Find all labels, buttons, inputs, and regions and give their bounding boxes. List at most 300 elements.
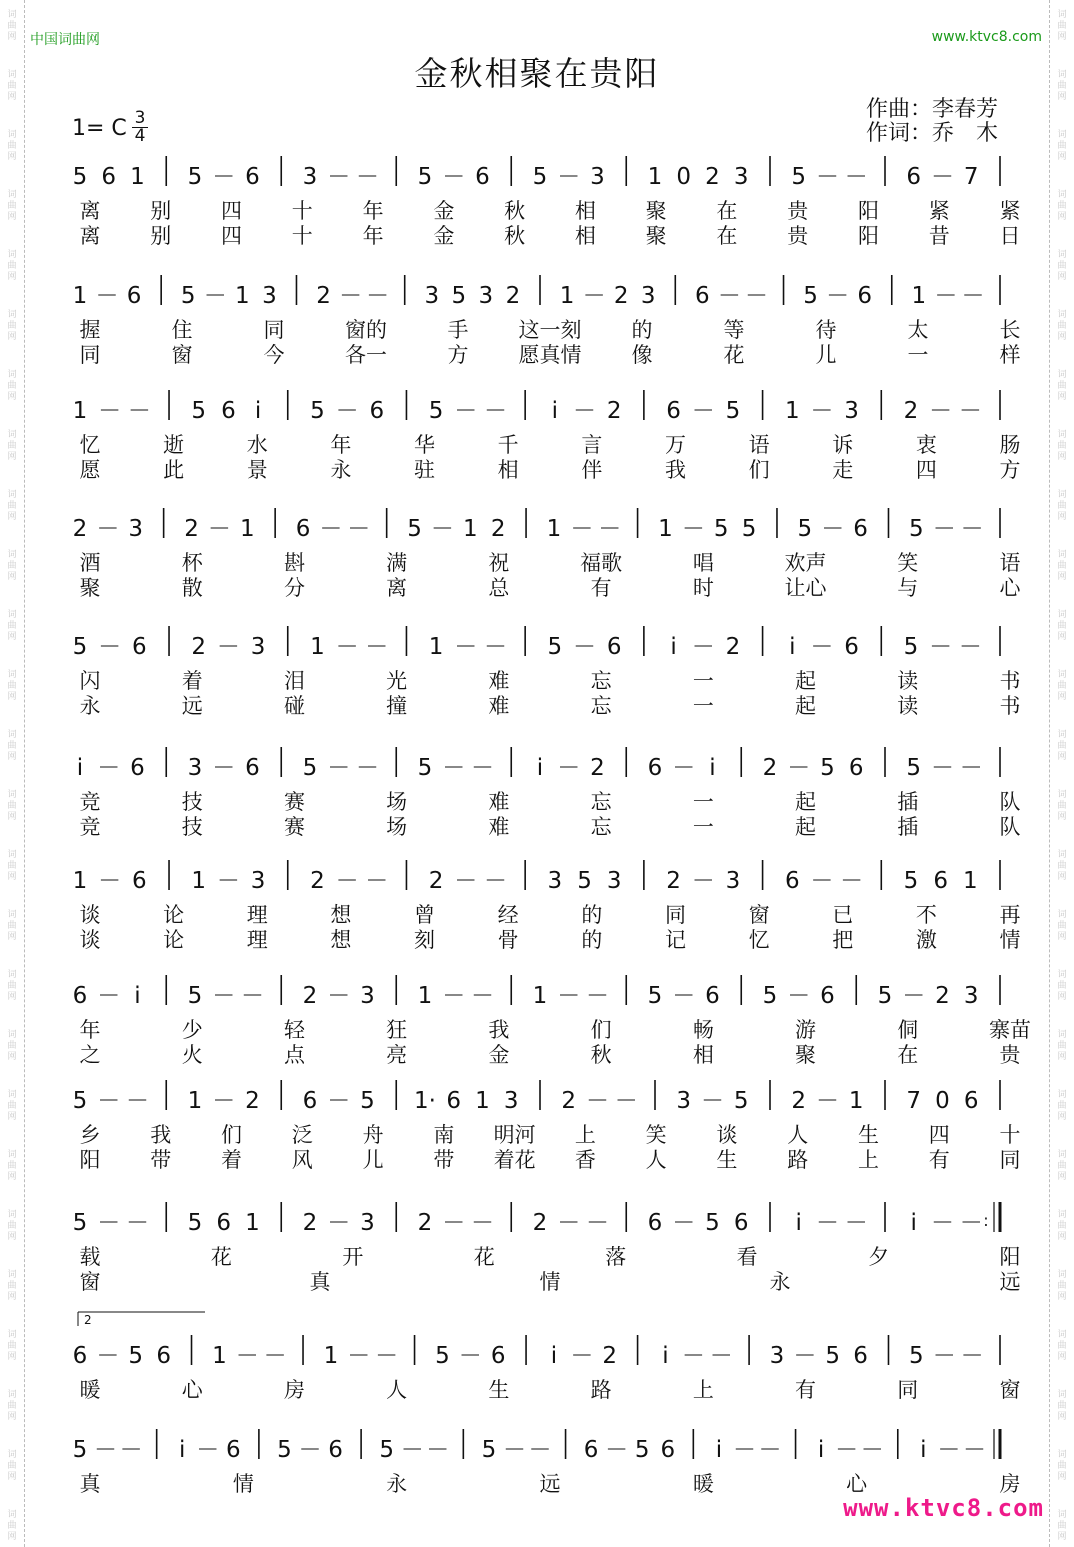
note: － (557, 755, 581, 781)
lyric-word: 在 (716, 199, 738, 223)
note: i (134, 983, 141, 1009)
lyric-word: 聚 (79, 576, 101, 600)
edge-watermark-mark: 词 曲 网 (1057, 1210, 1067, 1242)
note: － (442, 164, 466, 190)
note: － (196, 1437, 220, 1463)
note: 5 (532, 164, 548, 190)
lyric-word: 我 (664, 458, 686, 482)
note: 1 (428, 634, 444, 660)
note: i (789, 634, 796, 660)
note: － (366, 283, 390, 309)
note: 6 (660, 1437, 676, 1463)
lyric-word: 言 (581, 433, 603, 457)
lyric-word: 光 (386, 669, 408, 693)
lyric-word: 上 (574, 1123, 596, 1147)
note: 2 (505, 283, 521, 309)
note: － (902, 983, 926, 1009)
note: i (551, 398, 559, 424)
note: － (483, 868, 507, 894)
lyric-word: 永 (386, 1472, 408, 1496)
lyric-word: 竞 (79, 790, 101, 814)
note: － (442, 1210, 466, 1236)
note: 6 (647, 1210, 663, 1236)
note: － (471, 1210, 494, 1236)
lyric-word: 夕 (868, 1245, 890, 1269)
lyric-word: 阳 (999, 1245, 1021, 1269)
note: i (709, 755, 716, 781)
note: 3 (262, 283, 277, 309)
lyric-word: 别 (150, 224, 172, 248)
note: i (715, 1437, 723, 1463)
note: 3 (503, 1088, 519, 1114)
note: 5 (481, 1437, 497, 1463)
note: 0 (935, 1088, 950, 1114)
lyric-word: 金 (433, 224, 455, 248)
note: － (327, 1210, 351, 1236)
note: － (672, 1210, 696, 1236)
lyric-word: 水 (246, 433, 268, 457)
note: 5 (72, 1088, 88, 1114)
note: 2 (725, 634, 741, 660)
edge-watermark-mark: 词 曲 网 (1057, 1330, 1067, 1362)
edge-watermark-mark: 词 曲 网 (1057, 1450, 1067, 1482)
lyric-word: 一 (692, 669, 714, 693)
note: － (844, 1210, 868, 1236)
edge-watermark-mark: 词 曲 网 (1057, 730, 1067, 762)
lyric-word: 住 (171, 318, 193, 342)
lyric-word: 这一刻 (518, 318, 582, 342)
note: － (365, 634, 389, 660)
note: 7 (906, 1088, 922, 1114)
lyric-word: 激 (915, 928, 937, 952)
note: 2 (245, 1088, 260, 1114)
lyric-word: 十 (999, 1123, 1021, 1147)
note: 5 (191, 398, 207, 424)
edge-watermark-mark: 词 曲 网 (7, 310, 17, 342)
note: － (97, 1210, 121, 1236)
note: 1 (784, 398, 800, 424)
lyric-word: 插 (897, 790, 919, 814)
lyric-word: 开 (342, 1245, 364, 1269)
note: 5 (820, 755, 835, 781)
note: － (605, 1437, 629, 1463)
lyric-word: 队 (999, 815, 1021, 839)
lyric-word: 祝 (488, 551, 510, 575)
edge-watermark-mark: 词 曲 网 (1057, 370, 1067, 402)
lyric-word: 我 (150, 1123, 172, 1147)
lyric-word: 秋 (504, 199, 526, 223)
note: 6 (666, 398, 681, 424)
note: 1 (417, 983, 433, 1009)
lyric-word: 忘 (590, 669, 612, 693)
lyric-word: 暖 (692, 1472, 714, 1496)
note: 6 (705, 983, 720, 1009)
lyric-word: 着 (221, 1148, 243, 1172)
lyric-word: 碰 (283, 694, 305, 718)
note: 3 (478, 283, 494, 309)
lyric-word: 侗 (897, 1018, 919, 1042)
note: 1 (532, 983, 548, 1009)
lyric-word: 技 (181, 815, 203, 839)
note: 5 (277, 1437, 292, 1463)
lyric-word: 窗 (999, 1378, 1021, 1402)
lyric-word: 花 (473, 1245, 495, 1269)
lyric-word: 贵 (787, 199, 809, 223)
lyric-word: 香 (574, 1148, 596, 1172)
note: － (212, 1088, 236, 1114)
lyric-word: 语 (999, 551, 1021, 575)
lyric-word: 四 (221, 199, 243, 223)
lyric-word: 的 (631, 318, 653, 342)
lyric-word: 方 (447, 343, 469, 367)
note: 5 (909, 516, 924, 542)
note: 5 (791, 164, 807, 190)
lyric-word: 插 (897, 815, 919, 839)
note: 6 (490, 1343, 506, 1369)
lyric-word: 长 (999, 318, 1021, 342)
lyric-word: 愿真情 (518, 343, 582, 367)
lyric-word: 之 (79, 1043, 101, 1067)
lyric-word: 书 (999, 669, 1021, 693)
note: － (483, 634, 507, 660)
lyric-word: 远 (999, 1270, 1021, 1294)
lyric-word: 论 (163, 928, 185, 952)
lyric-word: 儿 (362, 1148, 384, 1172)
lyric-word: 驻 (414, 458, 436, 482)
lyric-word: 撞 (386, 694, 408, 718)
lyric-word: 聚 (645, 224, 667, 248)
note: 3 (360, 983, 375, 1009)
lyric-word: 赛 (283, 790, 305, 814)
note: － (844, 164, 868, 190)
lyric-word: 窗 (79, 1270, 101, 1294)
lyric-word: 房 (283, 1378, 305, 1402)
note: 6 (295, 516, 311, 542)
note: － (681, 516, 705, 542)
lyric-word: 房 (999, 1472, 1021, 1496)
note: － (929, 398, 953, 424)
lyric-word: 金 (433, 199, 455, 223)
note: 6 (226, 1437, 241, 1463)
lyric-word: 闪 (79, 669, 101, 693)
note: 3 (725, 868, 741, 894)
note: 1 (212, 1343, 227, 1369)
note: 1 (245, 1210, 260, 1236)
lyric-word: 狂 (386, 1018, 408, 1042)
time-signature-bottom: 4 (134, 126, 146, 146)
edge-watermark-mark: 词 曲 网 (7, 670, 17, 702)
note: 6 (126, 283, 142, 309)
lyric-word: 难 (488, 790, 510, 814)
note: 1 (475, 1088, 490, 1114)
note: 2 (791, 1088, 807, 1114)
lyric-word: 有 (590, 576, 612, 600)
edge-watermark-mark: 词 曲 网 (7, 70, 17, 102)
edge-watermark-mark: 词 曲 网 (1057, 1510, 1067, 1542)
note: 6 (245, 755, 260, 781)
note: i (254, 398, 262, 424)
note: 3 (606, 868, 622, 894)
lyric-word: 生 (857, 1123, 879, 1147)
note: 5 (407, 516, 422, 542)
note: － (586, 1088, 609, 1114)
note: － (932, 1343, 956, 1369)
lyric-word: 永 (330, 458, 352, 482)
note: － (937, 1437, 961, 1463)
lyric-word: 十 (291, 224, 313, 248)
note: 3 (360, 1210, 375, 1236)
note: 1 (187, 1088, 203, 1114)
lyric-word: 相 (497, 458, 519, 482)
lyric-word: 着花 (493, 1148, 536, 1172)
note: 6 (132, 634, 147, 660)
note: － (319, 516, 343, 542)
lyric-word: 火 (181, 1043, 203, 1067)
note: － (582, 283, 606, 309)
note: 2 (184, 516, 199, 542)
note: 5 (435, 1343, 450, 1369)
note: 6 (72, 1343, 88, 1369)
note: 5 (428, 398, 444, 424)
edge-watermark-mark: 词 曲 网 (7, 970, 17, 1002)
note: － (216, 868, 240, 894)
lyric-word: 同 (897, 1378, 919, 1402)
edge-watermark-mark: 词 曲 网 (1057, 1390, 1067, 1422)
lyric-word: 我 (488, 1018, 510, 1042)
note: 5 (903, 868, 919, 894)
note: － (961, 283, 985, 309)
note: － (691, 868, 715, 894)
note: 5 (187, 1210, 203, 1236)
note: 1 (310, 634, 325, 660)
edge-watermark-mark: 词 曲 网 (1057, 430, 1067, 462)
note: 5 (417, 164, 433, 190)
note: 2 (417, 1210, 433, 1236)
lyric-word: 的 (581, 903, 603, 927)
lyric-word: 带 (150, 1148, 172, 1172)
lyric-word: 载 (79, 1245, 101, 1269)
note: － (327, 164, 351, 190)
lyric-word: 诉 (832, 433, 854, 457)
note: － (958, 398, 982, 424)
note: － (816, 1088, 839, 1114)
note: 1 (658, 516, 673, 542)
lyric-word: 人 (787, 1123, 809, 1147)
note: － (931, 164, 954, 190)
note: 1 (848, 1088, 864, 1114)
note: － (97, 983, 121, 1009)
note: － (502, 1437, 526, 1463)
lyric-word: 真 (79, 1472, 101, 1496)
note: － (787, 755, 811, 781)
note: i (76, 755, 84, 781)
lyric-word: 福歌 (580, 551, 623, 575)
note: － (335, 634, 359, 660)
note: 3 (250, 634, 266, 660)
note: 6 (130, 755, 145, 781)
song-title: 金秋相聚在贵阳 (414, 54, 660, 93)
edge-watermark-mark: 词 曲 网 (1057, 1030, 1067, 1062)
footer-site-logo: www.ktvc8.com (843, 1494, 1044, 1522)
lyric-word: 与 (897, 576, 919, 600)
note: － (557, 983, 581, 1009)
note: 6 (933, 868, 948, 894)
volta-label: 2 (84, 1313, 92, 1327)
lyric-word: 四 (221, 224, 243, 248)
note: 3 (640, 283, 656, 309)
note: － (216, 634, 240, 660)
note: － (826, 283, 850, 309)
note: － (573, 398, 597, 424)
lyric-word: 畅 (692, 1018, 714, 1042)
lyric-word: 轻 (283, 1018, 305, 1042)
time-signature-top: 3 (134, 108, 146, 128)
lyric-word: 赛 (283, 815, 305, 839)
note: 3 (302, 164, 318, 190)
note: － (207, 516, 231, 542)
note: 1 (462, 516, 478, 542)
edge-watermark-mark: 词 曲 网 (1057, 1270, 1067, 1302)
note: 2 (191, 634, 207, 660)
lyric-word: 窗 (171, 343, 193, 367)
lyric-word: 技 (181, 790, 203, 814)
lyric-word: 年 (362, 224, 384, 248)
note: i (910, 1210, 917, 1236)
lyric-word: 一 (692, 790, 714, 814)
note: － (672, 983, 696, 1009)
lyric-word: 忆 (748, 928, 770, 952)
lyric-word: 场 (386, 790, 408, 814)
lyric-word: 散 (181, 576, 203, 600)
lyric-word: 情 (232, 1472, 254, 1496)
edge-watermark-mark: 词 曲 网 (1057, 550, 1067, 582)
note: － (241, 983, 264, 1009)
lyric-word: 理 (246, 903, 268, 927)
note: 5 (128, 1343, 144, 1369)
note: － (339, 283, 363, 309)
lyric-word: 生 (488, 1378, 510, 1402)
note: － (458, 1343, 482, 1369)
lyric-word: 年 (330, 433, 352, 457)
note: 5 (72, 1437, 88, 1463)
lyric-word: 起 (795, 694, 817, 718)
edge-watermark-mark: 词 曲 网 (1057, 1150, 1067, 1182)
note: 6 (302, 1088, 318, 1114)
edge-watermark-mark: 词 曲 网 (7, 1450, 17, 1482)
lyric-word: 心 (846, 1472, 868, 1496)
note: － (454, 634, 478, 660)
lyric-word: 离 (79, 224, 101, 248)
note: 6 (820, 983, 835, 1009)
note: － (298, 1437, 322, 1463)
note: － (810, 398, 834, 424)
edge-watermark-mark: 词 曲 网 (1057, 910, 1067, 942)
lyric-word: 起 (795, 790, 817, 814)
note: 2 (705, 164, 720, 190)
lyric-word: 起 (795, 815, 817, 839)
note: 2 (490, 516, 506, 542)
note: － (126, 1088, 149, 1114)
note: 2 (428, 868, 444, 894)
note: 3 (590, 164, 605, 190)
lyric-word: 论 (163, 903, 185, 927)
note: 6 (101, 164, 117, 190)
note: 3 (676, 1088, 692, 1114)
edge-watermark-mark: 词 曲 网 (7, 910, 17, 942)
note: 6 (857, 283, 873, 309)
lyric-word: 相 (574, 199, 596, 223)
note: － (717, 283, 741, 309)
edge-watermark-mark: 词 曲 网 (1057, 130, 1067, 162)
note: － (442, 755, 466, 781)
edge-watermark-mark: 词 曲 网 (1057, 850, 1067, 882)
note: － (744, 283, 768, 309)
lyric-word: 离 (79, 199, 101, 223)
lyric-word: 人 (645, 1148, 667, 1172)
lyric-word: 南 (433, 1123, 455, 1147)
lyric-word: 谈 (79, 928, 101, 952)
note: 6 (475, 164, 490, 190)
edge-watermark-mark: 词 曲 网 (7, 10, 17, 42)
lyric-word: 万 (664, 433, 686, 457)
note: － (356, 755, 379, 781)
lyric-word: 愿 (79, 458, 101, 482)
note: 6 (369, 398, 385, 424)
lyric-word: 方 (999, 458, 1021, 482)
note: － (375, 1343, 399, 1369)
edge-watermark-mark: 词 曲 网 (7, 490, 17, 522)
note: 5 (360, 1088, 375, 1114)
lyric-word: 队 (999, 790, 1021, 814)
note: － (327, 755, 351, 781)
note: 3 (733, 164, 749, 190)
lyric-word: 在 (716, 224, 738, 248)
lyric-word: 十 (291, 199, 313, 223)
lyric-word: 把 (832, 928, 854, 952)
lyric-word: 想 (330, 903, 352, 927)
edge-watermark-mark: 词 曲 网 (1057, 10, 1067, 42)
note: 0 (676, 164, 692, 190)
note: 7 (963, 164, 979, 190)
lyric-word: 少 (181, 1018, 203, 1042)
note: － (810, 868, 834, 894)
lyric-word: 已 (832, 903, 854, 927)
note: 6 (132, 868, 147, 894)
note: － (327, 1088, 351, 1114)
note: i (662, 1343, 669, 1369)
lyric-word: 一 (907, 343, 929, 367)
note: 1 (911, 283, 927, 309)
note: － (96, 516, 120, 542)
lyric-word: 有 (795, 1378, 817, 1402)
edge-watermark-mark: 词 曲 网 (1057, 250, 1067, 282)
note: 5 (733, 1088, 749, 1114)
lyric-word: 阳 (79, 1148, 101, 1172)
edge-watermark-mark: 词 曲 网 (1057, 490, 1067, 522)
edge-watermark-mark: 词 曲 网 (7, 1030, 17, 1062)
lyric-word: 着 (181, 669, 203, 693)
note: － (365, 868, 389, 894)
note: － (732, 1437, 756, 1463)
note: － (962, 1437, 986, 1463)
lyric-word: 的 (581, 928, 603, 952)
lyric-word: 泛 (291, 1123, 313, 1147)
note: － (426, 1437, 450, 1463)
lyric-word: 忆 (79, 433, 101, 457)
note: 5 (803, 283, 818, 309)
edge-watermark-mark: 词 曲 网 (1057, 970, 1067, 1002)
edge-watermark-mark: 词 曲 网 (7, 790, 17, 822)
